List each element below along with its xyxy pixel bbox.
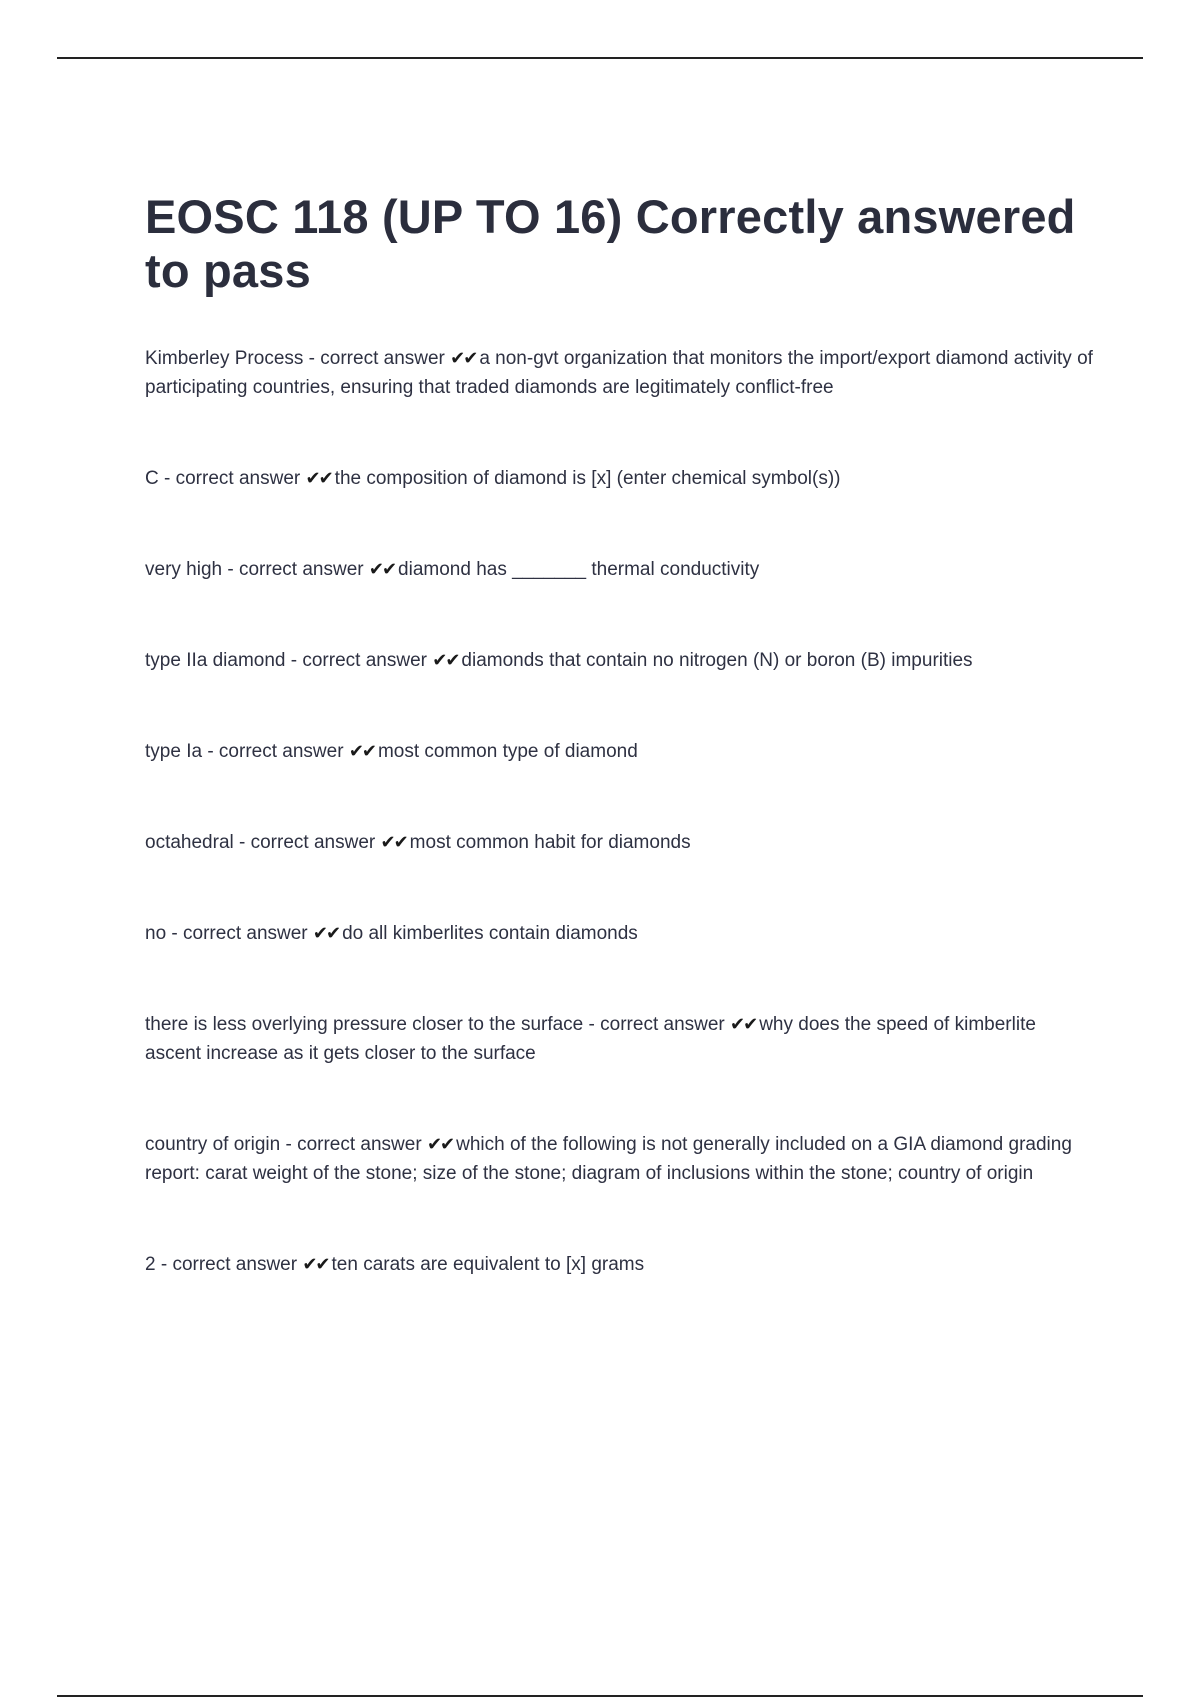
qa-separator: - correct answer <box>202 741 349 762</box>
qa-term: country of origin <box>145 1134 281 1155</box>
qa-item <box>145 828 1095 857</box>
bottom-divider <box>57 1695 1143 1697</box>
qa-separator: - correct answer <box>155 1254 303 1275</box>
qa-definition: ten carats are equivalent to [x] grams <box>331 1254 645 1275</box>
double-check-icon: ✔✔ <box>450 348 477 369</box>
qa-item <box>145 555 1095 584</box>
qa-separator: - correct answer <box>166 923 313 944</box>
qa-separator: - correct answer <box>280 1134 427 1155</box>
qa-term: type Ia <box>145 741 203 762</box>
double-check-icon: ✔✔ <box>302 1254 329 1275</box>
qa-definition: diamonds that contain no nitrogen (N) or boron (B) impurities <box>461 650 973 671</box>
qa-item <box>145 464 1095 493</box>
qa-item <box>145 1250 1095 1279</box>
qa-term: type IIa diamond <box>145 650 286 671</box>
top-divider <box>57 57 1143 59</box>
qa-term: octahedral <box>145 832 234 853</box>
qa-separator: - correct answer <box>222 559 369 580</box>
qa-definition: why does the speed of kimberlite ascent increase as it gets closer to the surface <box>145 1014 1036 1064</box>
double-check-icon: ✔✔ <box>432 650 459 671</box>
double-check-icon: ✔✔ <box>426 1134 454 1155</box>
qa-separator: - correct answer <box>303 348 451 369</box>
document-body <box>145 190 1095 1279</box>
qa-term: no <box>145 923 167 944</box>
qa-item <box>145 1010 1095 1068</box>
qa-definition: most common habit for diamonds <box>409 832 691 853</box>
qa-item <box>145 1130 1095 1188</box>
document-title: EOSC 118 (UP TO 16) Correctly answered to pass <box>145 190 1076 297</box>
qa-list <box>145 344 1095 1279</box>
qa-term: very high <box>145 559 223 580</box>
qa-definition: the composition of diamond is [x] (enter chemical symbol(s)) <box>334 468 841 489</box>
double-check-icon: ✔✔ <box>730 1014 757 1035</box>
qa-term: 2 <box>145 1254 156 1275</box>
qa-item <box>145 919 1095 948</box>
qa-definition: diamond has _______ thermal conductivity <box>398 559 760 580</box>
double-check-icon: ✔✔ <box>312 923 340 944</box>
qa-item <box>145 646 1095 675</box>
qa-item <box>145 344 1095 402</box>
qa-term: Kimberley Process <box>145 348 304 369</box>
qa-definition: do all kimberlites contain diamonds <box>342 923 638 944</box>
qa-definition: which of the following is not generally included on a GIA diamond grading report: carat weight of the stone; size of the stone; diagram of inclusions within the stone; country of origin <box>145 1134 1072 1184</box>
qa-term: there is less overlying pressure closer to the surface <box>145 1014 584 1035</box>
qa-term: C <box>145 468 159 489</box>
qa-separator: - correct answer <box>285 650 433 671</box>
qa-separator: - correct answer <box>583 1014 731 1035</box>
qa-item <box>145 737 1095 766</box>
double-check-icon: ✔✔ <box>380 832 407 853</box>
double-check-icon: ✔✔ <box>368 559 396 580</box>
qa-definition: a non-gvt organization that monitors the import/export diamond activity of participating countries, ensuring that traded diamonds are legitimately conflict-free <box>145 348 1093 398</box>
qa-definition: most common type of diamond <box>377 741 638 762</box>
qa-separator: - correct answer <box>233 832 381 853</box>
double-check-icon: ✔✔ <box>305 468 332 489</box>
double-check-icon: ✔✔ <box>348 741 375 762</box>
qa-separator: - correct answer <box>158 468 306 489</box>
